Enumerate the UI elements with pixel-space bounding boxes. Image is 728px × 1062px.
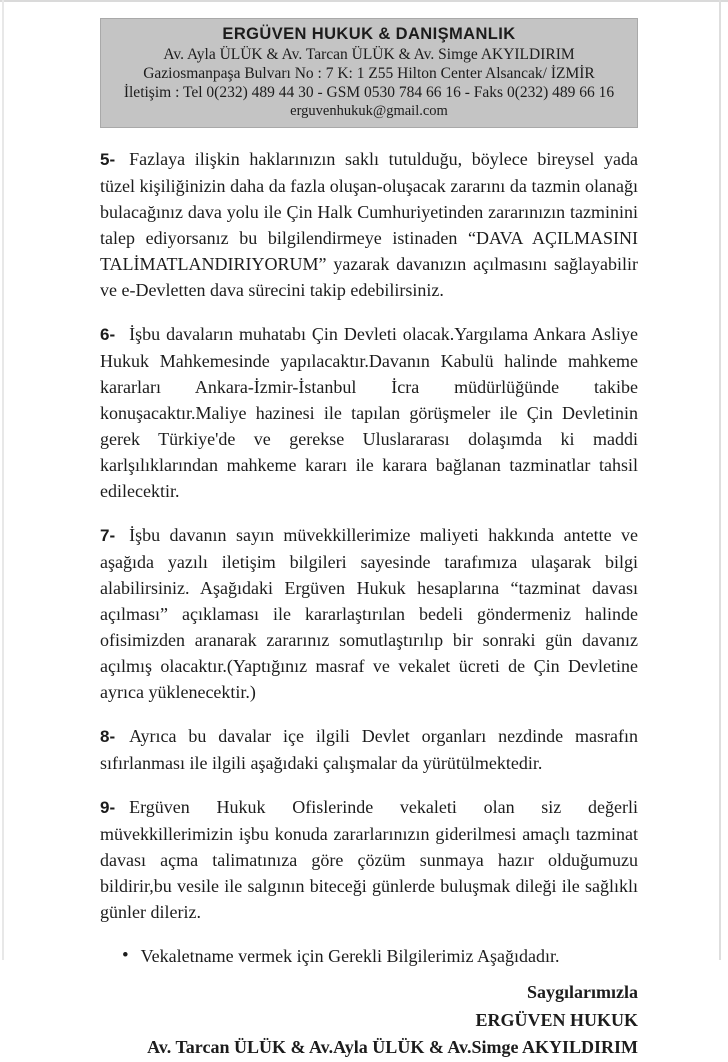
- paragraph-7-text: İşbu davanın sayın müvekkillerimize maliyeti hakkında antette ve aşağıda yazılı iletişim bilgileri sayesinde tarafımıza ulaşarak bilgi alabilirsiniz. Aşağıdaki Ergüven Hukuk hesaplarına “tazminat davası açılması” açıklaması ile kararlaştırılan bedeli göndermeniz halinde ofisimizden aranarak zararınız somutlaştırılıp bir sonraki gün davanız açılmış olacaktır.(Yaptığınız masraf ve vekalet ücreti de Çin Devletine ayrıca yüklenecektir.): [100, 525, 638, 702]
- page-edge-top: [0, 0, 728, 2]
- letterhead-address: Gaziosmanpaşa Bulvarı No : 7 K: 1 Z55 Hilton Center Alsancak/ İZMİR: [143, 65, 595, 82]
- body-paragraphs: [100, 146, 638, 925]
- page-edge-right: [719, 0, 721, 960]
- page-edge-left: [2, 0, 4, 960]
- letterhead-lawyers: Av. Ayla ÜLÜK & Av. Tarcan ÜLÜK & Av. Simge AKYILDIRIM: [163, 46, 575, 63]
- bullet-item: [100, 943, 638, 969]
- letterhead-contact: İletişim : Tel 0(232) 489 44 30 - GSM 0530 784 66 16 - Faks 0(232) 489 66 16: [123, 84, 615, 101]
- paragraph-5-text: Fazlaya ilişkin haklarınızın saklı tutulduğu, böylece bireysel yada tüzel kişiliğinizin daha da fazla oluşan-oluşacak zararını da tazmin olanağı bulacağınız dava yolu ile Çin Halk Cumhuriyetinden zararınızın tazminini talep ediyorsanız bu bilgilendirmeye istinaden “DAVA AÇILMASINI TALİMATLANDIRIYORUM” yazarak davanızın açılmasını sağlayabilir ve e-Devletten dava sürecini takip edebilirsiniz.: [100, 149, 638, 300]
- signature-firm: ERGÜVEN HUKUK: [475, 1009, 638, 1030]
- paragraph-5: [100, 146, 638, 303]
- paragraph-5-number: 5-: [100, 150, 116, 169]
- paragraph-8: [100, 723, 638, 776]
- document-content: [100, 18, 638, 1062]
- bullet-text: Vekaletname vermek için Gerekli Bilgilerimiz Aşağıdadır.: [140, 946, 560, 966]
- paragraph-9-text: Ergüven Hukuk Ofislerinde vekaleti olan siz değerli müvekkillerimizin işbu konuda zararlarınızın giderilmesi amaçlı tazminat davası açma talimatınıza göre çözüm sunmaya hazır olduğumuzu bildirir,bu vesile ile salgının biteceği günlerde buluşmak dileği ile sağlıklı günler dileriz.: [100, 797, 638, 922]
- paragraph-6-text: İşbu davaların muhatabı Çin Devleti olacak.Yargılama Ankara Asliye Hukuk Mahkemesinde yapılacaktır.Davanın Kabulü halinde mahkeme kararları Ankara-İzmir-İstanbul İcra müdürlüğünde takibe konuşacaktır.Maliye hazinesi ile tapılan görüşmeler ile Çin Devletinin gerek Türkiye'de ve gerekse Uluslararası dolaşımda ki maddi karlşılıklarından mahkeme kararı ile karara bağlanan tazminatlar tahsil edilecektir.: [100, 324, 638, 501]
- paragraph-6-number: 6-: [100, 325, 116, 344]
- paragraph-7-number: 7-: [100, 526, 116, 545]
- paragraph-7: [100, 522, 638, 705]
- signature-block: [100, 979, 638, 1062]
- paragraph-8-text: Ayrıca bu davalar içe ilgili Devlet organları nezdinde masrafın sıfırlanması ile ilgili aşağıdaki çalışmalar da yürütülmektedir.: [100, 726, 638, 773]
- firm-title: ERGÜVEN HUKUK & DANIŞMANLIK: [222, 25, 516, 43]
- paragraph-9: [100, 794, 638, 925]
- signature-names: Av. Tarcan ÜLÜK & Av.Ayla ÜLÜK & Av.Simge AKYILDIRIM: [147, 1037, 638, 1057]
- letterhead-email: erguvenhukuk@gmail.com: [290, 103, 448, 119]
- paragraph-8-number: 8-: [100, 727, 116, 746]
- signature-closing: Saygılarımızla: [527, 982, 638, 1002]
- letterhead-box: [100, 18, 638, 128]
- paragraph-9-number: 9-: [100, 798, 116, 817]
- paragraph-6: [100, 321, 638, 504]
- bullet-icon: •: [122, 945, 129, 966]
